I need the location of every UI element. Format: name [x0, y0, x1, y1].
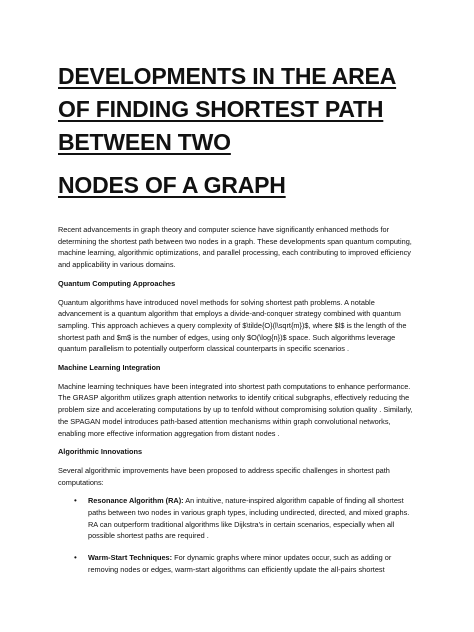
section-heading-machine-learning: Machine Learning Integration: [58, 363, 161, 373]
section-paragraph-algorithmic: Several algorithmic improvements have been proposed to address specific challenges in shortest path computations:: [58, 465, 390, 487]
list-item: [74, 495, 418, 542]
section-paragraph-machine-learning: Machine learning techniques have been integrated into shortest path computations to enhance performance. The GRASP algorithm utilizes graph attention networks to identify critical subgraphs, effectively reducing the problem size and accelerating computations by up to tenfold without compromising solution quality . Similarly, the SPAGAN model introduces path-based attention mechanisms within graph convolutional networks, enabling more effective information aggregation from distant nodes .: [58, 381, 413, 438]
title-line-3: BETWEEN TWO: [58, 129, 231, 155]
title-line-1: DEVELOPMENTS IN THE AREA: [58, 63, 397, 89]
list-item-label: Resonance Algorithm (RA):: [88, 496, 184, 506]
bullet-icon: •: [74, 496, 77, 506]
bullet-icon: •: [74, 553, 77, 563]
section-heading-algorithmic: Algorithmic Innovations: [58, 447, 143, 457]
document-body: [58, 224, 418, 586]
title-line-2: OF FINDING SHORTEST PATH: [58, 96, 384, 122]
title-line-4: NODES OF A GRAPH: [58, 172, 286, 198]
innovations-list: [58, 495, 418, 575]
document-title: [58, 60, 458, 202]
list-item: [74, 552, 418, 575]
section-heading-quantum: Quantum Computing Approaches: [58, 278, 176, 288]
title-gap: [58, 159, 458, 169]
list-item-text: An intuitive, nature-inspired algorithm capable of finding all shortest paths between two nodes in various graph types, including undirected, directed, and mixed graphs. RA can outperform traditional algorithms like Dijkstra's in certain scenarios, especially when all possible shortest paths are required .: [88, 496, 410, 541]
intro-paragraph: Recent advancements in graph theory and computer science have significantly enhanced methods for determining the shortest path between two nodes in a graph. These developments span quantum computing, machine learning, algorithmic optimizations, and parallel processing, each contributing to improved efficiency and applicability in various domains.: [58, 225, 412, 270]
section-paragraph-quantum: Quantum algorithms have introduced novel methods for solving shortest path problems. A notable advancement is a quantum algorithm that employs a divide-and-conquer strategy combined with quantum sampling. This approach achieves a query complexity of $\tilde{O}(l\sqrt{m})$, where $l$ is the length of the shortest path and $m$ is the number of edges, using only $O(\log{n})$ space. Such algorithms leverage quantum parallelism to potentially outperform classical counterparts in specific scenarios .: [58, 297, 407, 354]
list-item-label: Warm-Start Techniques:: [88, 553, 173, 563]
list-item-text: For dynamic graphs where minor updates occur, such as adding or removing nodes or edges, warm-start algorithms can efficiently update the all-pairs shortest: [88, 553, 392, 574]
